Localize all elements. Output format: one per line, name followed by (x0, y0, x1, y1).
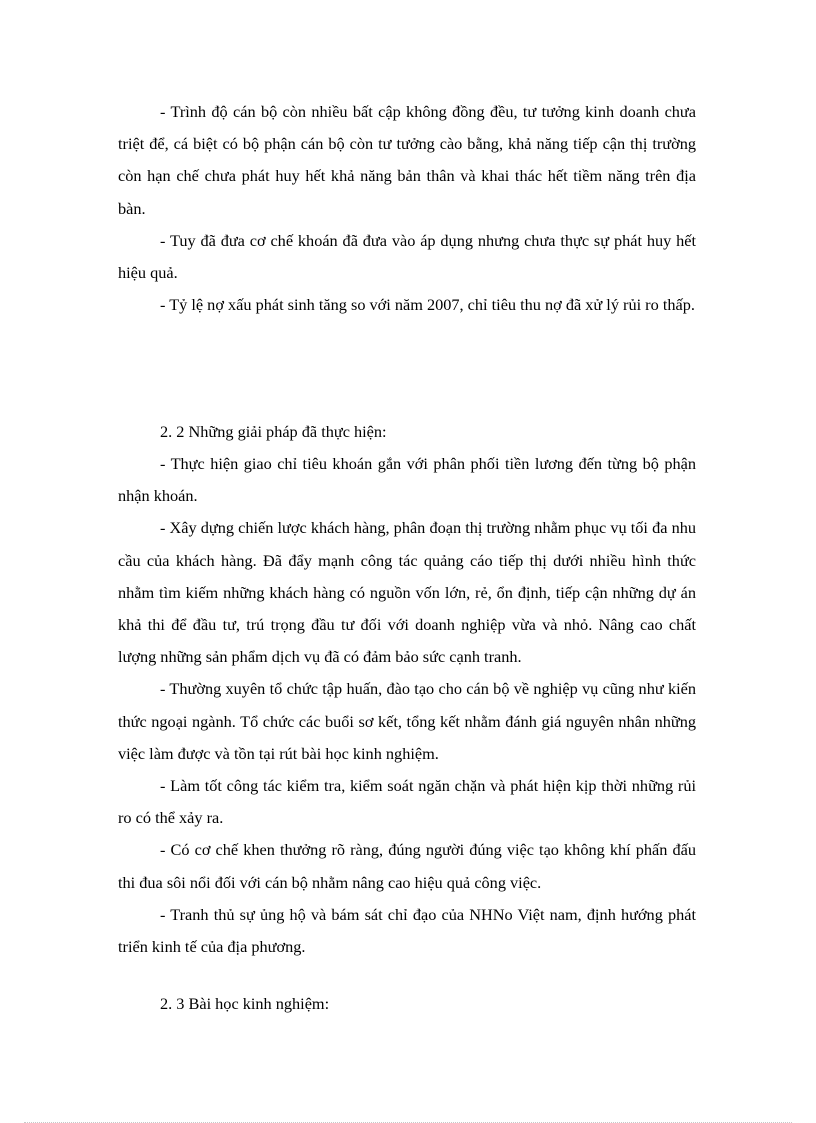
solution-paragraph-6: - Tranh thủ sự ủng hộ và bám sát chỉ đạo của NHNo Việt nam, định hướng phát triển kinh tế của địa phương. (118, 904, 696, 957)
solution-paragraph-4: - Làm tốt công tác kiểm tra, kiểm soát ngăn chặn và phát hiện kịp thời những rủi ro có thể xảy ra. (118, 776, 696, 828)
limitation-paragraph-2: - Tuy đã đưa cơ chế khoán đã đưa vào áp dụng nhưng chưa thực sự phát huy hết hiệu quả. (118, 230, 696, 283)
solution-paragraph-2: - Xây dựng chiến lược khách hàng, phân đoạn thị trường nhằm phục vụ tối đa nhu cầu của khách hàng. Đã đẩy mạnh công tác quảng cáo tiếp thị dưới nhiều hình thức nhằm tìm kiếm những khách hàng có nguồn vốn lớn, rẻ, ổn định, tiếp cận những dự án khả thi để đầu tư, trú trọng đầu tư đối với doanh nghiệp vừa và nhỏ. Nâng cao chất lượng những sản phẩm dịch vụ đã có đảm bảo sức cạnh tranh. (118, 518, 696, 667)
solution-paragraph-3: - Thường xuyên tổ chức tập huấn, đào tạo cho cán bộ về nghiệp vụ cũng như kiến thức ngoại ngành. Tổ chức các buổi sơ kết, tổng kết nhằm đánh giá nguyên nhân những việc làm được và tồn tại rút bài học kinh nghiệm. (118, 679, 696, 763)
solutions-section (118, 448, 696, 963)
limitations-section (118, 96, 696, 321)
limitation-paragraph-3: - Tỷ lệ nợ xấu phát sinh tăng so với năm 2007, chỉ tiêu thu nợ đã xử lý rủi ro thấp. (160, 295, 695, 315)
section-heading-2-3: 2. 3 Bài học kinh nghiệm: (160, 994, 330, 1013)
limitation-paragraph-1: - Trình độ cán bộ còn nhiều bất cập không đồng đều, tư tưởng kinh doanh chưa triệt để, cá biệt có bộ phận cán bộ còn tư tưởng cào bằng, khả năng tiếp cận thị trường còn hạn chế chưa phát huy hết khả năng bản thân và khai thác hết tiềm năng trên địa bàn. (118, 102, 696, 218)
solution-paragraph-1: - Thực hiện giao chỉ tiêu khoán gắn với phân phối tiền lương đến từng bộ phận nhận khoán. (118, 454, 696, 506)
solution-paragraph-5: - Có cơ chế khen thưởng rõ ràng, đúng người đúng việc tạo không khí phấn đấu thi đua sôi nổi đối với cán bộ nhằm nâng cao hiệu quả công việc. (118, 840, 696, 892)
section-heading-2-2: 2. 2 Những giải pháp đã thực hiện: (160, 422, 387, 441)
